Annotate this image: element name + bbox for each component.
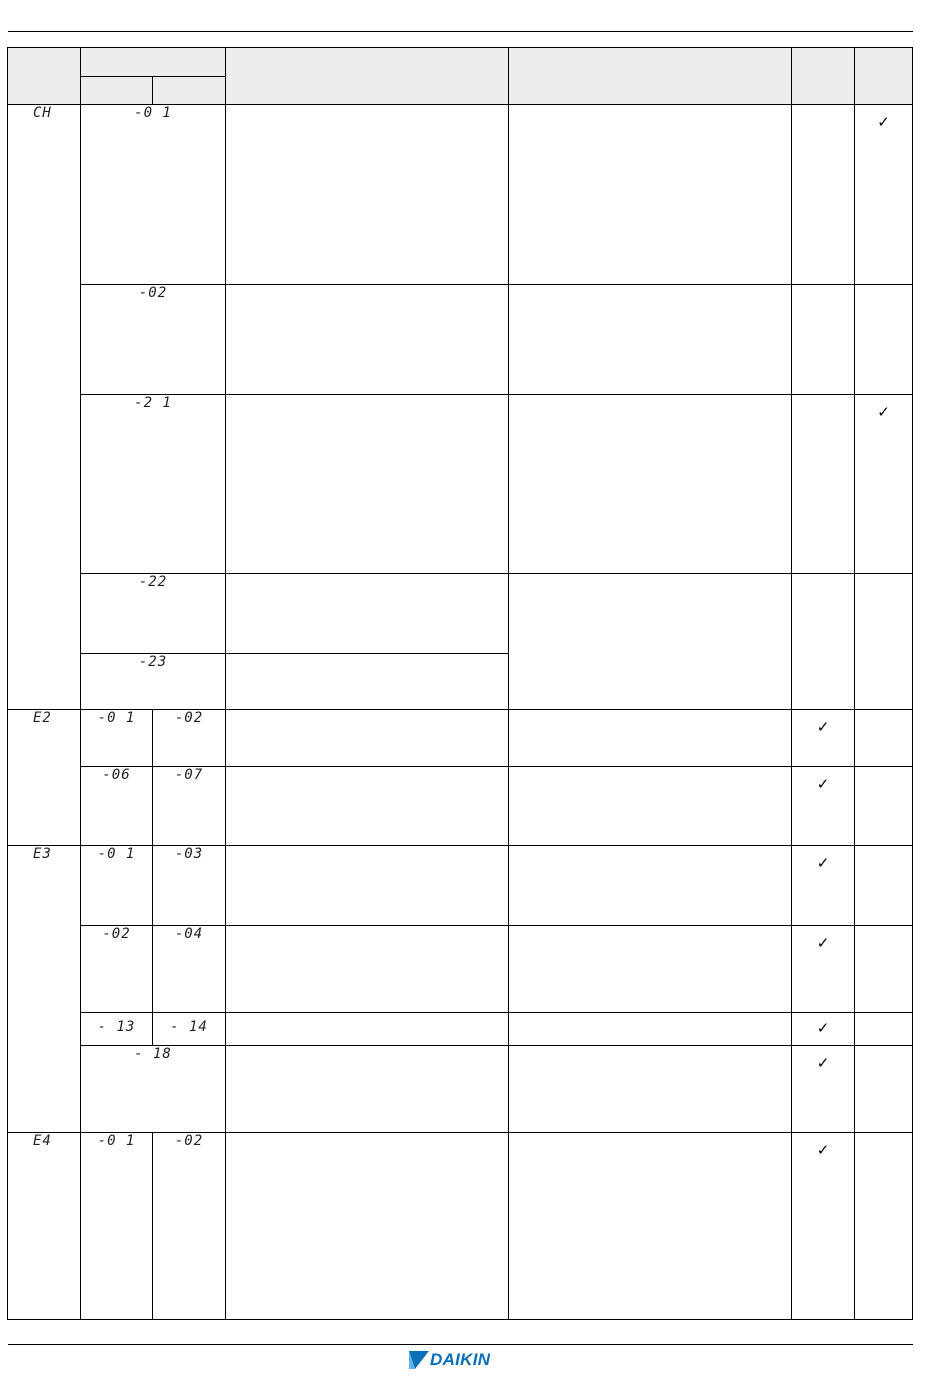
main-code-e4: E4 bbox=[8, 1133, 81, 1320]
remote-cell bbox=[855, 285, 913, 395]
error-code-table bbox=[7, 47, 913, 1320]
sub-code-master: -0 1 bbox=[81, 846, 153, 926]
trigger-cell bbox=[509, 1013, 792, 1046]
table-row bbox=[8, 285, 913, 395]
description-cell bbox=[226, 654, 509, 710]
table-row bbox=[8, 846, 913, 926]
trigger-cell bbox=[509, 767, 792, 846]
table-row bbox=[8, 1046, 913, 1133]
description-cell bbox=[226, 105, 509, 285]
description-cell bbox=[226, 767, 509, 846]
sub-code-cell: -0 1 bbox=[81, 105, 226, 285]
table-row bbox=[8, 105, 913, 285]
check-mark-icon: ✓ bbox=[855, 105, 913, 285]
sub-code-cell: -02 bbox=[81, 285, 226, 395]
check-mark-icon: ✓ bbox=[792, 1133, 855, 1320]
header-unit-cell bbox=[792, 48, 855, 105]
table-row bbox=[8, 767, 913, 846]
footer-rule bbox=[8, 1344, 913, 1345]
description-cell bbox=[226, 926, 509, 1013]
remote-cell bbox=[855, 1046, 913, 1133]
remote-cell bbox=[855, 1133, 913, 1320]
sub-code-slave: -07 bbox=[153, 767, 226, 846]
remote-cell bbox=[855, 710, 913, 767]
sub-code-master: -0 1 bbox=[81, 710, 153, 767]
description-cell bbox=[226, 1133, 509, 1320]
daikin-triangle-icon bbox=[408, 1349, 430, 1371]
header-slave-cell bbox=[153, 77, 226, 105]
header-rule bbox=[8, 31, 913, 32]
sub-code-slave: - 14 bbox=[153, 1013, 226, 1046]
main-code-e3: E3 bbox=[8, 846, 81, 1133]
description-cell bbox=[226, 846, 509, 926]
sub-code-slave: -03 bbox=[153, 846, 226, 926]
description-cell bbox=[226, 1013, 509, 1046]
description-cell bbox=[226, 574, 509, 654]
table-row bbox=[8, 1133, 913, 1320]
remote-cell bbox=[855, 767, 913, 846]
check-mark-icon: ✓ bbox=[792, 767, 855, 846]
sub-code-master: -06 bbox=[81, 767, 153, 846]
main-code-ch: CH bbox=[8, 105, 81, 710]
daikin-logo bbox=[408, 1349, 512, 1371]
table-row bbox=[8, 574, 913, 654]
trigger-cell bbox=[509, 846, 792, 926]
unit-cell bbox=[792, 395, 855, 574]
unit-cell bbox=[792, 285, 855, 395]
unit-cell bbox=[792, 574, 855, 710]
sub-code-cell: -23 bbox=[81, 654, 226, 710]
check-mark-icon: ✓ bbox=[855, 395, 913, 574]
remote-cell bbox=[855, 846, 913, 926]
trigger-cell bbox=[509, 105, 792, 285]
remote-cell bbox=[855, 926, 913, 1013]
sub-code-slave: -04 bbox=[153, 926, 226, 1013]
sub-code-master: - 13 bbox=[81, 1013, 153, 1046]
header-remote-cell bbox=[855, 48, 913, 105]
header-trigger-cell bbox=[509, 48, 792, 105]
table-row bbox=[8, 395, 913, 574]
trigger-cell bbox=[509, 1046, 792, 1133]
description-cell bbox=[226, 710, 509, 767]
header-sub-code-cell bbox=[81, 48, 226, 77]
unit-cell bbox=[792, 105, 855, 285]
sub-code-master: -0 1 bbox=[81, 1133, 153, 1320]
header-main-code-cell bbox=[8, 48, 81, 105]
check-mark-icon: ✓ bbox=[792, 926, 855, 1013]
sub-code-cell: - 18 bbox=[81, 1046, 226, 1133]
description-cell bbox=[226, 1046, 509, 1133]
description-cell bbox=[226, 285, 509, 395]
sub-code-cell: -22 bbox=[81, 574, 226, 654]
trigger-cell bbox=[509, 710, 792, 767]
main-code-e2: E2 bbox=[8, 710, 81, 846]
table-row bbox=[8, 710, 913, 767]
header-master-cell bbox=[81, 77, 153, 105]
trigger-cell bbox=[509, 1133, 792, 1320]
trigger-cell bbox=[509, 395, 792, 574]
remote-cell bbox=[855, 574, 913, 710]
table-row bbox=[8, 1013, 913, 1046]
brand-name: DAIKIN bbox=[430, 1350, 491, 1369]
sub-code-slave: -02 bbox=[153, 710, 226, 767]
trigger-cell bbox=[509, 285, 792, 395]
sub-code-master: -02 bbox=[81, 926, 153, 1013]
check-mark-icon: ✓ bbox=[792, 846, 855, 926]
sub-code-slave: -02 bbox=[153, 1133, 226, 1320]
header-description-cell bbox=[226, 48, 509, 105]
check-mark-icon: ✓ bbox=[792, 1046, 855, 1133]
trigger-cell bbox=[509, 574, 792, 710]
remote-cell bbox=[855, 1013, 913, 1046]
trigger-cell bbox=[509, 926, 792, 1013]
description-cell bbox=[226, 395, 509, 574]
sub-code-cell: -2 1 bbox=[81, 395, 226, 574]
check-mark-icon: ✓ bbox=[792, 1013, 855, 1046]
table-row bbox=[8, 926, 913, 1013]
check-mark-icon: ✓ bbox=[792, 710, 855, 767]
